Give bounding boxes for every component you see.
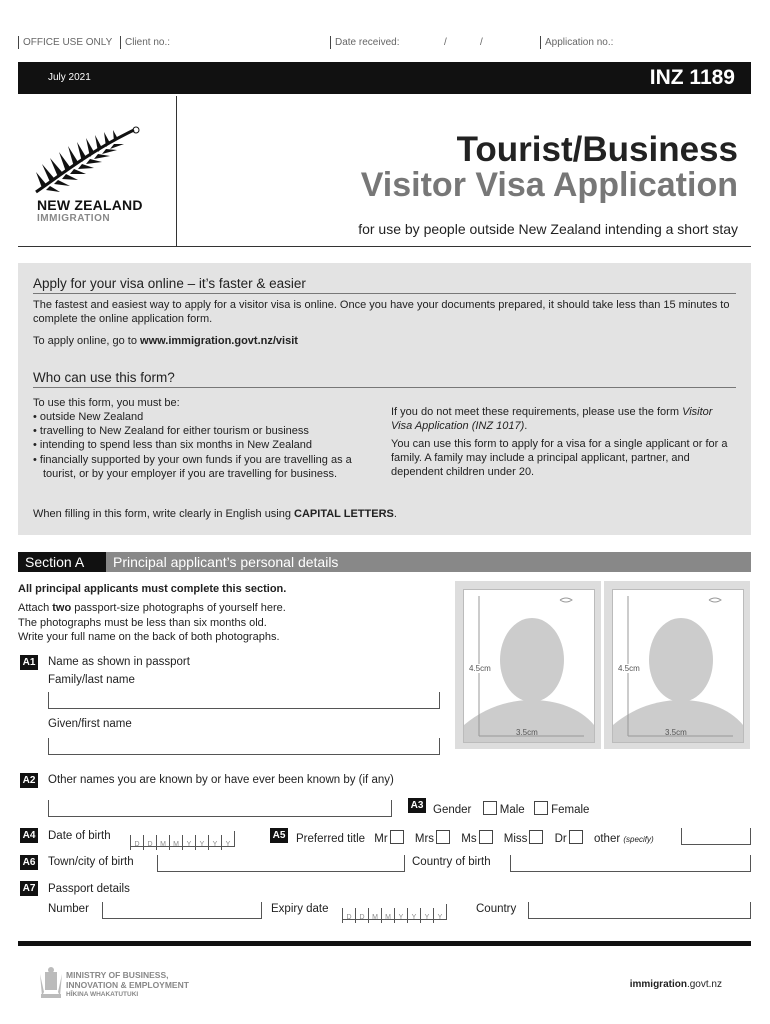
photo-slot-1[interactable] [455, 581, 601, 749]
alt-form-suffix: . [524, 420, 528, 432]
date-placeholder: D [130, 835, 143, 850]
family-note: You can use this form to apply for a visa for a single applicant or for a family. A family may include a principal applicant, partner, and dependent children under 20. [391, 438, 728, 478]
form-date: July 2021 [48, 72, 91, 83]
photo-text-bold: two [52, 602, 72, 614]
title-other-label: other [593, 833, 621, 845]
apply-online-link[interactable]: www.immigration.govt.nz/visit [140, 335, 298, 347]
photo-text-suffix: passport-size photographs of yourself here. [71, 602, 286, 614]
a3-gender-row [433, 801, 589, 816]
title-miss-checkbox[interactable] [529, 830, 543, 844]
intro-box [18, 263, 751, 535]
date-placeholder: Y [394, 908, 407, 923]
date-sep-1: / [444, 37, 447, 48]
office-use-label: OFFICE USE ONLY [18, 36, 112, 49]
apply-online-heading: Apply for your visa online – it’s faster & easier [33, 276, 306, 291]
a1-label: Name as shown in passport [48, 656, 190, 668]
who-list [33, 396, 363, 481]
photo-height-label: 4.5cm [469, 664, 491, 673]
photo-instruction-2: The photographs must be less than six months old. [18, 616, 267, 629]
divider [33, 293, 736, 294]
photo-width-label: 3.5cm [516, 728, 538, 737]
photo-instructions [18, 601, 286, 645]
photo-instruction-3: Write your full name on the back of both photographs. [18, 631, 280, 643]
header-bar [18, 62, 751, 94]
ministry-line-3: HĪKINA WHAKATUTUKI [66, 991, 139, 998]
title-miss-label: Miss [503, 833, 528, 845]
date-received-label: Date received: [330, 36, 399, 49]
a1-family-label: Family/last name [48, 674, 135, 686]
title-mr-label: Mr [374, 833, 388, 845]
male-checkbox[interactable] [483, 801, 497, 815]
a1-given-label: Given/first name [48, 718, 132, 730]
who-right-text [391, 405, 736, 479]
header-divider [176, 96, 177, 246]
page-subtitle-title: Visitor Visa Application [360, 166, 738, 204]
question-a1-num: A1 [20, 655, 38, 670]
question-a6-num: A6 [20, 855, 38, 870]
apply-link-prefix: To apply online, go to [33, 335, 141, 347]
title-mr-checkbox[interactable] [390, 830, 404, 844]
a7-label: Passport details [48, 883, 130, 895]
title-ms-checkbox[interactable] [479, 830, 493, 844]
male-label: Male [499, 804, 525, 816]
logo-text-immigration: IMMIGRATION [37, 213, 111, 224]
photo-slot-2[interactable] [604, 581, 750, 749]
office-use-bar [18, 36, 753, 50]
title-dr-checkbox[interactable] [569, 830, 583, 844]
footer-site-link[interactable] [630, 979, 722, 990]
section-a-bar [18, 552, 751, 572]
page-tagline: for use by people outside New Zealand intending a short stay [358, 221, 738, 237]
alt-form-prefix: If you do not meet these requirements, please use the form [391, 406, 683, 418]
title-other-input[interactable] [681, 828, 751, 845]
title-mrs-label: Mrs [414, 833, 435, 845]
page-title: Tourist/Business [456, 130, 738, 169]
a5-title-row [296, 830, 654, 845]
date-placeholder: M [368, 908, 381, 923]
country-of-birth-input[interactable] [510, 855, 751, 872]
date-of-birth-input[interactable] [130, 831, 235, 847]
country-of-birth-label: Country of birth [412, 856, 491, 868]
given-name-input[interactable] [48, 738, 440, 755]
a3-label: Gender [433, 804, 472, 816]
female-checkbox[interactable] [534, 801, 548, 815]
female-label: Female [551, 804, 590, 816]
must-complete-note: All principal applicants must complete this section. [18, 583, 287, 595]
date-placeholder: D [342, 908, 355, 923]
a6-label: Town/city of birth [48, 856, 134, 868]
photo-height-label: 4.5cm [618, 664, 640, 673]
date-end [234, 831, 235, 846]
photo-instruction-1 [18, 601, 286, 616]
section-a-title: Principal applicant’s personal details [113, 554, 339, 570]
date-end [446, 904, 447, 919]
date-placeholder: Y [182, 835, 195, 850]
photo-width-label: 3.5cm [665, 728, 687, 737]
passport-country-input[interactable] [528, 902, 751, 919]
question-a7-num: A7 [20, 881, 38, 896]
passport-number-input[interactable] [102, 902, 262, 919]
other-names-input[interactable] [48, 800, 392, 817]
date-placeholder: Y [195, 835, 208, 850]
title-mrs-checkbox[interactable] [436, 830, 450, 844]
expiry-date-label: Expiry date [271, 903, 329, 915]
date-placeholder: M [156, 835, 169, 850]
coat-of-arms-icon [38, 966, 64, 1000]
a5-label: Preferred title [296, 833, 366, 845]
client-no-label: Client no.: [120, 36, 170, 49]
application-no-label: Application no.: [540, 36, 613, 49]
date-placeholder: Y [433, 908, 446, 923]
title-specify-label: (specify) [623, 835, 654, 844]
date-placeholder: Y [221, 835, 234, 850]
town-of-birth-input[interactable] [157, 855, 405, 872]
date-placeholder: D [143, 835, 156, 850]
question-a3-num: A3 [408, 798, 426, 813]
list-item: • financially supported by your own funds if you are travelling as a tourist, or by your employer if you are travelling for business. [33, 454, 352, 480]
capital-bold: CAPITAL LETTERS [294, 508, 394, 520]
question-a5-num: A5 [270, 828, 288, 843]
who-lead: To use this form, you must be: [33, 397, 180, 409]
date-placeholder: M [169, 835, 182, 850]
photo-text-prefix: Attach [18, 602, 53, 614]
ministry-line-1: MINISTRY OF BUSINESS, [66, 970, 169, 980]
list-item: • travelling to New Zealand for either tourism or business [33, 425, 309, 437]
date-placeholder: Y [420, 908, 433, 923]
a2-label: Other names you are known by or have ever been known by (if any) [48, 774, 394, 786]
date-sep-2: / [480, 37, 483, 48]
question-a2-num: A2 [20, 773, 38, 788]
footer-site-bold: immigration [629, 979, 687, 990]
alt-form-name: Visitor Visa Application (INZ 1017) [391, 406, 713, 432]
a4-label: Date of birth [48, 830, 111, 842]
silver-fern-logo-icon [32, 122, 144, 196]
logo-text-nz: NEW ZEALAND [37, 197, 143, 213]
divider [33, 387, 736, 388]
question-a4-num: A4 [20, 828, 38, 843]
form-code: INZ 1189 [649, 66, 735, 89]
capital-letters-note [33, 507, 397, 521]
footer-site-rest: .govt.nz [686, 979, 722, 990]
apply-online-link-line [33, 334, 298, 348]
capital-prefix: When filling in this form, write clearly in English using [33, 508, 295, 520]
date-placeholder: M [381, 908, 394, 923]
date-placeholder: Y [407, 908, 420, 923]
capital-suffix: . [393, 508, 397, 520]
ministry-logo-text [66, 970, 189, 1000]
expiry-date-input[interactable] [342, 904, 447, 920]
date-placeholder: D [355, 908, 368, 923]
apply-online-text: The fastest and easiest way to apply for a visitor visa is online. Once you have your documents prepared, it should take less than 15 minutes to complete the online application form. [33, 299, 730, 325]
who-heading: Who can use this form? [33, 370, 175, 385]
list-item: • intending to spend less than six months in New Zealand [33, 439, 313, 451]
title-dr-label: Dr [554, 833, 567, 845]
footer-rule [18, 941, 751, 946]
passport-country-label: Country [476, 903, 517, 915]
alt-form-note [391, 405, 736, 433]
family-name-input[interactable] [48, 692, 440, 709]
passport-number-label: Number [48, 903, 89, 915]
date-placeholder: Y [208, 835, 221, 850]
section-a-tag: Section A [18, 552, 106, 572]
header-bottom-rule [18, 246, 751, 247]
ministry-line-2: INNOVATION & EMPLOYMENT [66, 980, 189, 990]
list-item: • outside New Zealand [33, 411, 144, 423]
title-ms-label: Ms [461, 833, 477, 845]
